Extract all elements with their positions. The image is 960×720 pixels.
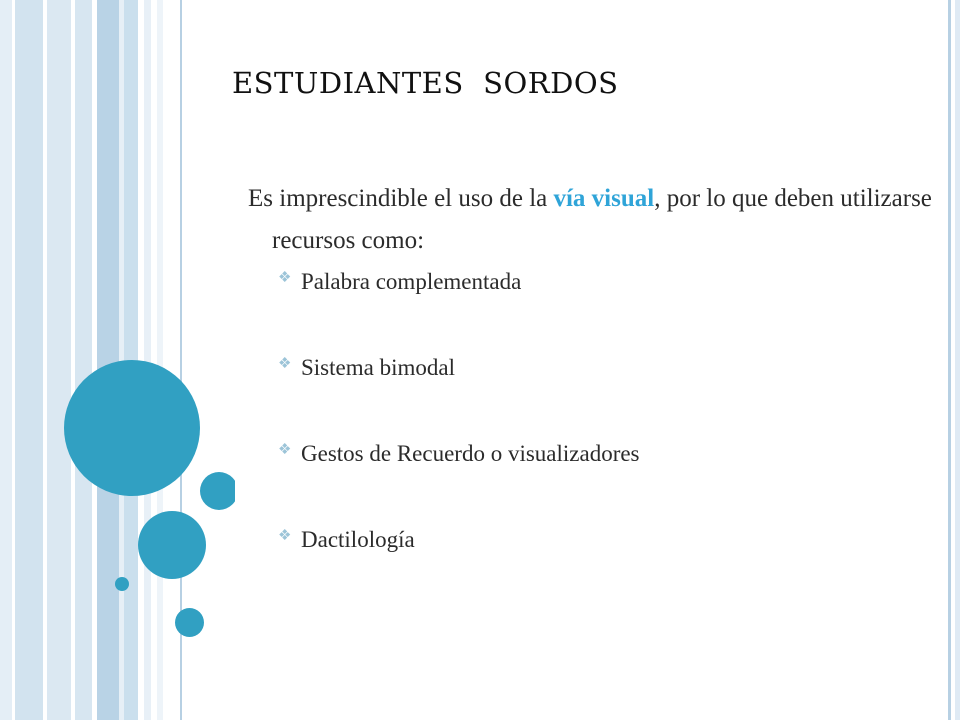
bullet-label: Dactilología xyxy=(301,527,415,552)
list-item xyxy=(248,434,938,474)
intro-paragraph xyxy=(248,178,938,262)
diamond-bullet-icon: ❖ xyxy=(278,269,292,286)
decor-stripe xyxy=(15,0,43,720)
slide-content xyxy=(248,178,938,560)
decor-stripe xyxy=(144,0,151,720)
slide-title: ESTUDIANTES SORDOS xyxy=(232,66,619,100)
decor-stripe xyxy=(75,0,92,720)
list-item xyxy=(248,262,938,302)
bullet-label: Gestos de Recuerdo o visualizadores xyxy=(301,441,640,466)
decor-circle-tiny xyxy=(175,608,204,637)
intro-text-after: , por lo que deben utilizarse recursos como: xyxy=(272,185,932,254)
bullet-label: Palabra complementada xyxy=(301,269,522,294)
decor-stripe xyxy=(0,0,12,720)
decor-stripe xyxy=(47,0,71,720)
decor-stripe xyxy=(97,0,119,720)
list-item xyxy=(248,348,938,388)
intro-text-before: Es imprescindible el uso de la xyxy=(248,185,554,212)
right-divider-line xyxy=(948,0,951,720)
bullet-list xyxy=(248,262,938,560)
list-item xyxy=(248,520,938,560)
right-decor-stripe xyxy=(955,0,960,720)
decor-circle-tiny xyxy=(115,577,129,591)
decor-stripe xyxy=(157,0,163,720)
decor-circle-large xyxy=(64,360,200,496)
diamond-bullet-icon: ❖ xyxy=(278,355,292,372)
bullet-label: Sistema bimodal xyxy=(301,355,455,380)
decor-circle-clip xyxy=(200,472,235,510)
decor-circle-medium xyxy=(138,511,206,579)
decor-circle-small xyxy=(200,472,235,510)
diamond-bullet-icon: ❖ xyxy=(278,441,292,458)
diamond-bullet-icon: ❖ xyxy=(278,527,292,544)
intro-highlight: vía visual xyxy=(553,185,655,212)
